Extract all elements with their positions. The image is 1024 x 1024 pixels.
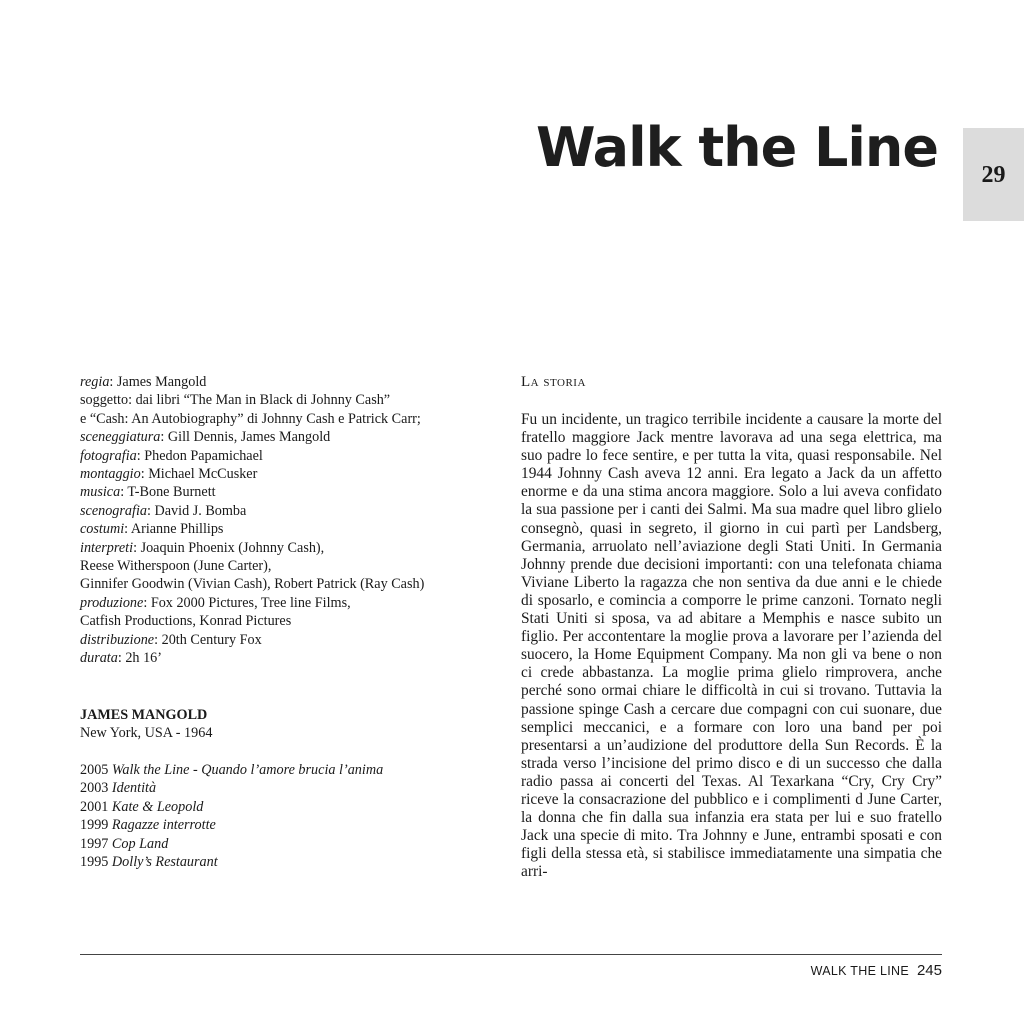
page-footer <box>811 962 942 980</box>
filmography-item <box>80 779 500 797</box>
credit-line <box>80 483 500 501</box>
filmography-item <box>80 853 500 871</box>
credit-line <box>80 428 500 446</box>
filmography-item <box>80 816 500 834</box>
film-year: 2001 <box>80 798 109 815</box>
film-year: 1997 <box>80 835 109 852</box>
story-heading: La storia <box>521 374 586 390</box>
film-title: Ragazze interrotte <box>111 817 216 834</box>
director-name: JAMES MANGOLD <box>80 707 208 723</box>
page-title: Walk the Line <box>536 116 938 179</box>
credit-value: : Joaquin Phoenix (Johnny Cash), <box>133 539 325 556</box>
filmography-item <box>80 761 500 779</box>
credit-role: montaggio <box>80 466 141 483</box>
page-number: 245 <box>916 962 942 979</box>
filmography-item <box>80 835 500 853</box>
film-title: Identità <box>111 780 157 797</box>
credit-role: sceneggiatura <box>80 429 161 446</box>
credit-value: : Michael McCusker <box>140 466 258 483</box>
director-block <box>80 706 500 743</box>
credit-line <box>80 520 500 538</box>
film-year: 2005 <box>80 762 109 778</box>
film-title: Dolly’s Restaurant <box>111 854 218 871</box>
credit-line <box>80 557 500 575</box>
credit-value: Ginnifer Goodwin (Vivian Cash), Robert Patrick (Ray Cash) <box>80 576 425 593</box>
credit-line <box>80 575 500 593</box>
credit-value: : James Mangold <box>109 374 207 390</box>
credit-value: : T-Bone Burnett <box>120 484 216 501</box>
credits-block <box>80 373 500 668</box>
filmography <box>80 761 500 871</box>
credit-value: : David J. Bomba <box>147 502 247 519</box>
credit-role: fotografia <box>80 447 137 464</box>
film-title: Kate & Leopold <box>111 798 204 815</box>
credit-value: : Phedon Papamichael <box>136 447 263 464</box>
credit-line <box>80 631 500 649</box>
credit-role: costumi <box>80 521 125 538</box>
credit-line <box>80 391 500 409</box>
running-title: WALK THE LINE <box>810 964 909 978</box>
credit-line <box>80 447 500 465</box>
credit-value: e “Cash: An Autobiography” di Johnny Cash e Patrick Carr; <box>80 410 421 427</box>
credit-role: interpreti <box>80 539 134 556</box>
credit-line <box>80 594 500 612</box>
film-year: 2003 <box>80 780 109 797</box>
credit-line <box>80 649 500 667</box>
story-text: Fu un incidente, un tragico terribile incidente a causare la morte del fratello maggiore Jack mentre lavorava ad una sega elettrica, ma suo padre lo fece sentire, e per tutta la vita, quasi responsabile. Nel 1944 Johnny Cash aveva 12 anni. Era legato a Jack da un affetto enorme e da una stima ancora maggiore. Solo a lui aveva confidato la sua passione per i canti dei Salmi. Ma sua madre quel libro glielo consegnò, quasi in segreto, il giorno in cui partì per Landsberg, Germania, arruolato nell’aviazione degli Stati Uniti. In Germania Johnny prende due decisioni importanti: con una telefonata chiama Viviane Liberto la ragazza che non sentiva da due anni e le chiede di sposarlo, e comincia a comporre le prime canzoni. Tornato negli Stati Uniti si sposa, va ad abitare a Memphis e nasce subito un figlio. Per accontentare la moglie prova a lavorare per l’azienda del suocero, la Home Equipment Company. Ma non gli va bene o non ci crede abbastanza. La moglie prima glielo rimprovera, anche perché sono ormai chiare le difficoltà in cui si trovano. Tuttavia la passione spinge Cash a cercare due compagni con cui suonare, due semplici meccanici, e a formare con loro una band per poi presentarsi a un’audizione del produttore della Sun Records. È la strada verso l’incisione del primo disco e di un successo che dalla radio passa ai concerti del Texas. Al Texarkana “Cry, Cry Cry” riceve la consacrazione del pubblico e i complimenti d June Carter, la donna che fin dalla sua infanzia era stata per lui e suo fratello Jack una specie di mito. Tra Johnny e June, entrambi sposati e con figli della stessa età, si stabilisce immediatamente una simpatia che arri- <box>521 411 942 881</box>
chapter-number: 29 <box>981 162 1006 188</box>
credit-role: durata <box>80 650 118 667</box>
credit-value: : 2h 16’ <box>117 650 162 667</box>
credit-role: scenografia <box>80 502 147 519</box>
film-title: Walk the Line - Quando l’amore brucia l’anima <box>111 762 384 778</box>
film-year: 1995 <box>80 854 109 871</box>
film-title: Cop Land <box>111 835 169 852</box>
credit-role: musica <box>80 484 121 501</box>
credit-value: : Arianne Phillips <box>124 521 224 538</box>
credit-value: : Fox 2000 Pictures, Tree line Films, <box>143 594 351 611</box>
credit-value: soggetto: dai libri “The Man in Black di Johnny Cash” <box>80 392 391 409</box>
credit-line <box>80 502 500 520</box>
credit-value: : 20th Century Fox <box>154 631 262 648</box>
credit-line <box>80 410 500 428</box>
chapter-tab <box>963 128 1024 221</box>
credit-line <box>80 465 500 483</box>
credit-value: Catfish Productions, Konrad Pictures <box>80 613 292 630</box>
credit-value: Reese Witherspoon (June Carter), <box>80 558 272 575</box>
film-year: 1999 <box>80 817 109 834</box>
credit-line <box>80 373 500 391</box>
credit-line <box>80 539 500 557</box>
credit-value: : Gill Dennis, James Mangold <box>160 429 331 446</box>
credit-line <box>80 612 500 630</box>
director-origin: New York, USA - 1964 <box>80 725 213 742</box>
footer-divider <box>80 954 942 955</box>
credit-role: regia <box>80 374 110 390</box>
credit-role: produzione <box>80 594 144 611</box>
credit-role: distribuzione <box>80 631 155 648</box>
filmography-item <box>80 798 500 816</box>
